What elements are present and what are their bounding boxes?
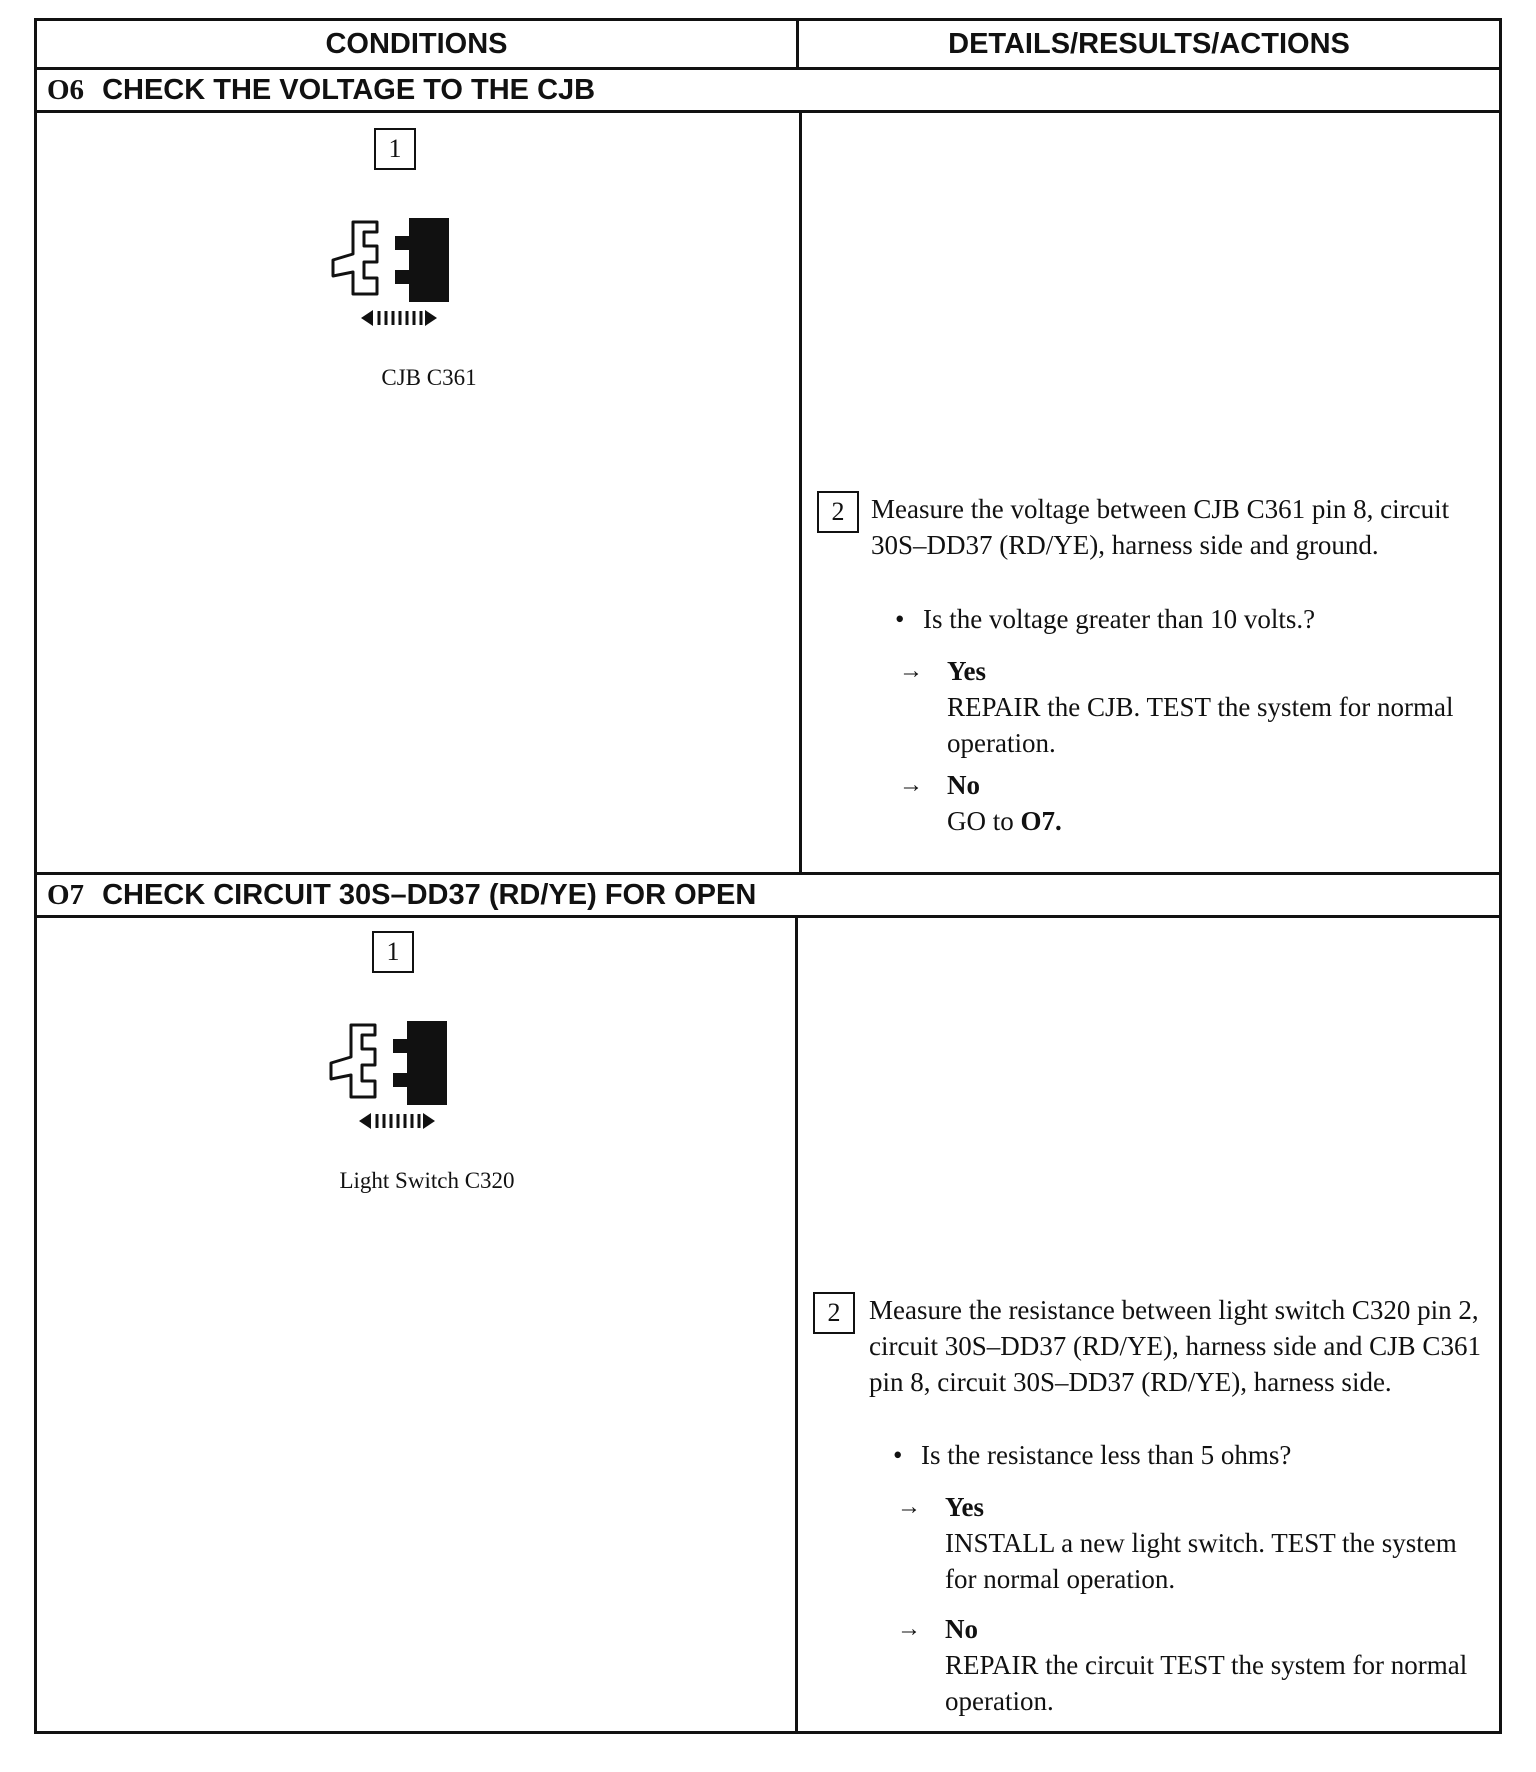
step-o6-connector-label: CJB C361: [381, 365, 477, 390]
step-o7-yes-label: Yes: [945, 1492, 984, 1522]
step-o7-question-text: Is the resistance less than 5 ohms?: [921, 1440, 1292, 1470]
right-arrow-icon: →: [899, 658, 923, 684]
step-o7-no-label: No: [945, 1614, 978, 1644]
step-o6-no-action-text: GO to: [947, 806, 1021, 836]
conditions-header: CONDITIONS: [37, 21, 799, 67]
step-o7-yes-action: INSTALL a new light switch. TEST the system for normal operation.: [945, 1528, 1457, 1594]
step-o6-title-row: [37, 67, 1499, 113]
step-o7-no-result: [897, 1611, 1487, 1716]
details-header: DETAILS/RESULTS/ACTIONS: [948, 28, 1350, 60]
step-o7-condition-number: 1: [372, 931, 414, 973]
step-o6-condition-number: 1: [374, 128, 416, 170]
column-divider: [799, 113, 802, 872]
step-o6-instruction: Measure the voltage between CJB C361 pin 8, circuit 30S–DD37 (RD/YE), harness side and ground.: [871, 494, 1450, 560]
step-o6-number: O6: [47, 74, 85, 106]
step-o7-connector-label: Light Switch C320: [339, 1168, 515, 1193]
step-o7-instruction: Measure the resistance between light switch C320 pin 2, circuit 30S–DD37 (RD/YE), harness side and CJB C361 pin 8, circuit 30S–DD37 (RD/YE), harness side.: [869, 1295, 1481, 1397]
step-o7-question: [893, 1437, 1291, 1473]
step-o6-title: CHECK THE VOLTAGE TO THE CJB: [102, 74, 596, 106]
step-o6-no-action-target: O7.: [1020, 806, 1062, 836]
step-o7-yes-result: [897, 1489, 1487, 1594]
step-o7-number: O7: [47, 879, 85, 911]
step-o7-no-action: REPAIR the circuit TEST the system for normal operation.: [945, 1650, 1468, 1716]
step-o6-yes-label: Yes: [947, 656, 986, 686]
step-o6-no-action: [947, 803, 1477, 839]
disconnect-connector-icon: [317, 1021, 467, 1141]
step-o6-question-text: Is the voltage greater than 10 volts.?: [923, 604, 1316, 634]
step-o6-detail-number: 2: [817, 491, 859, 533]
step-o7-title-row: [37, 872, 1499, 918]
diagnostic-table: [34, 18, 1502, 1734]
right-arrow-icon: →: [897, 1616, 921, 1642]
bullet-icon: •: [893, 1440, 903, 1470]
column-divider: [795, 918, 798, 1731]
right-arrow-icon: →: [897, 1494, 921, 1520]
table-header: [37, 21, 1499, 70]
step-o6-no-label: No: [947, 770, 980, 800]
step-o6-yes-result: [899, 653, 1479, 758]
disconnect-connector-icon: [319, 218, 469, 338]
step-o6-question: [895, 601, 1315, 637]
step-o7-detail-number: 2: [813, 1292, 855, 1334]
right-arrow-icon: →: [899, 772, 923, 798]
step-o6-no-result: [899, 767, 1479, 839]
step-o7-title: CHECK CIRCUIT 30S–DD37 (RD/YE) FOR OPEN: [102, 879, 757, 911]
step-o6-yes-action: REPAIR the CJB. TEST the system for normal operation.: [947, 692, 1454, 758]
bullet-icon: •: [895, 604, 905, 634]
